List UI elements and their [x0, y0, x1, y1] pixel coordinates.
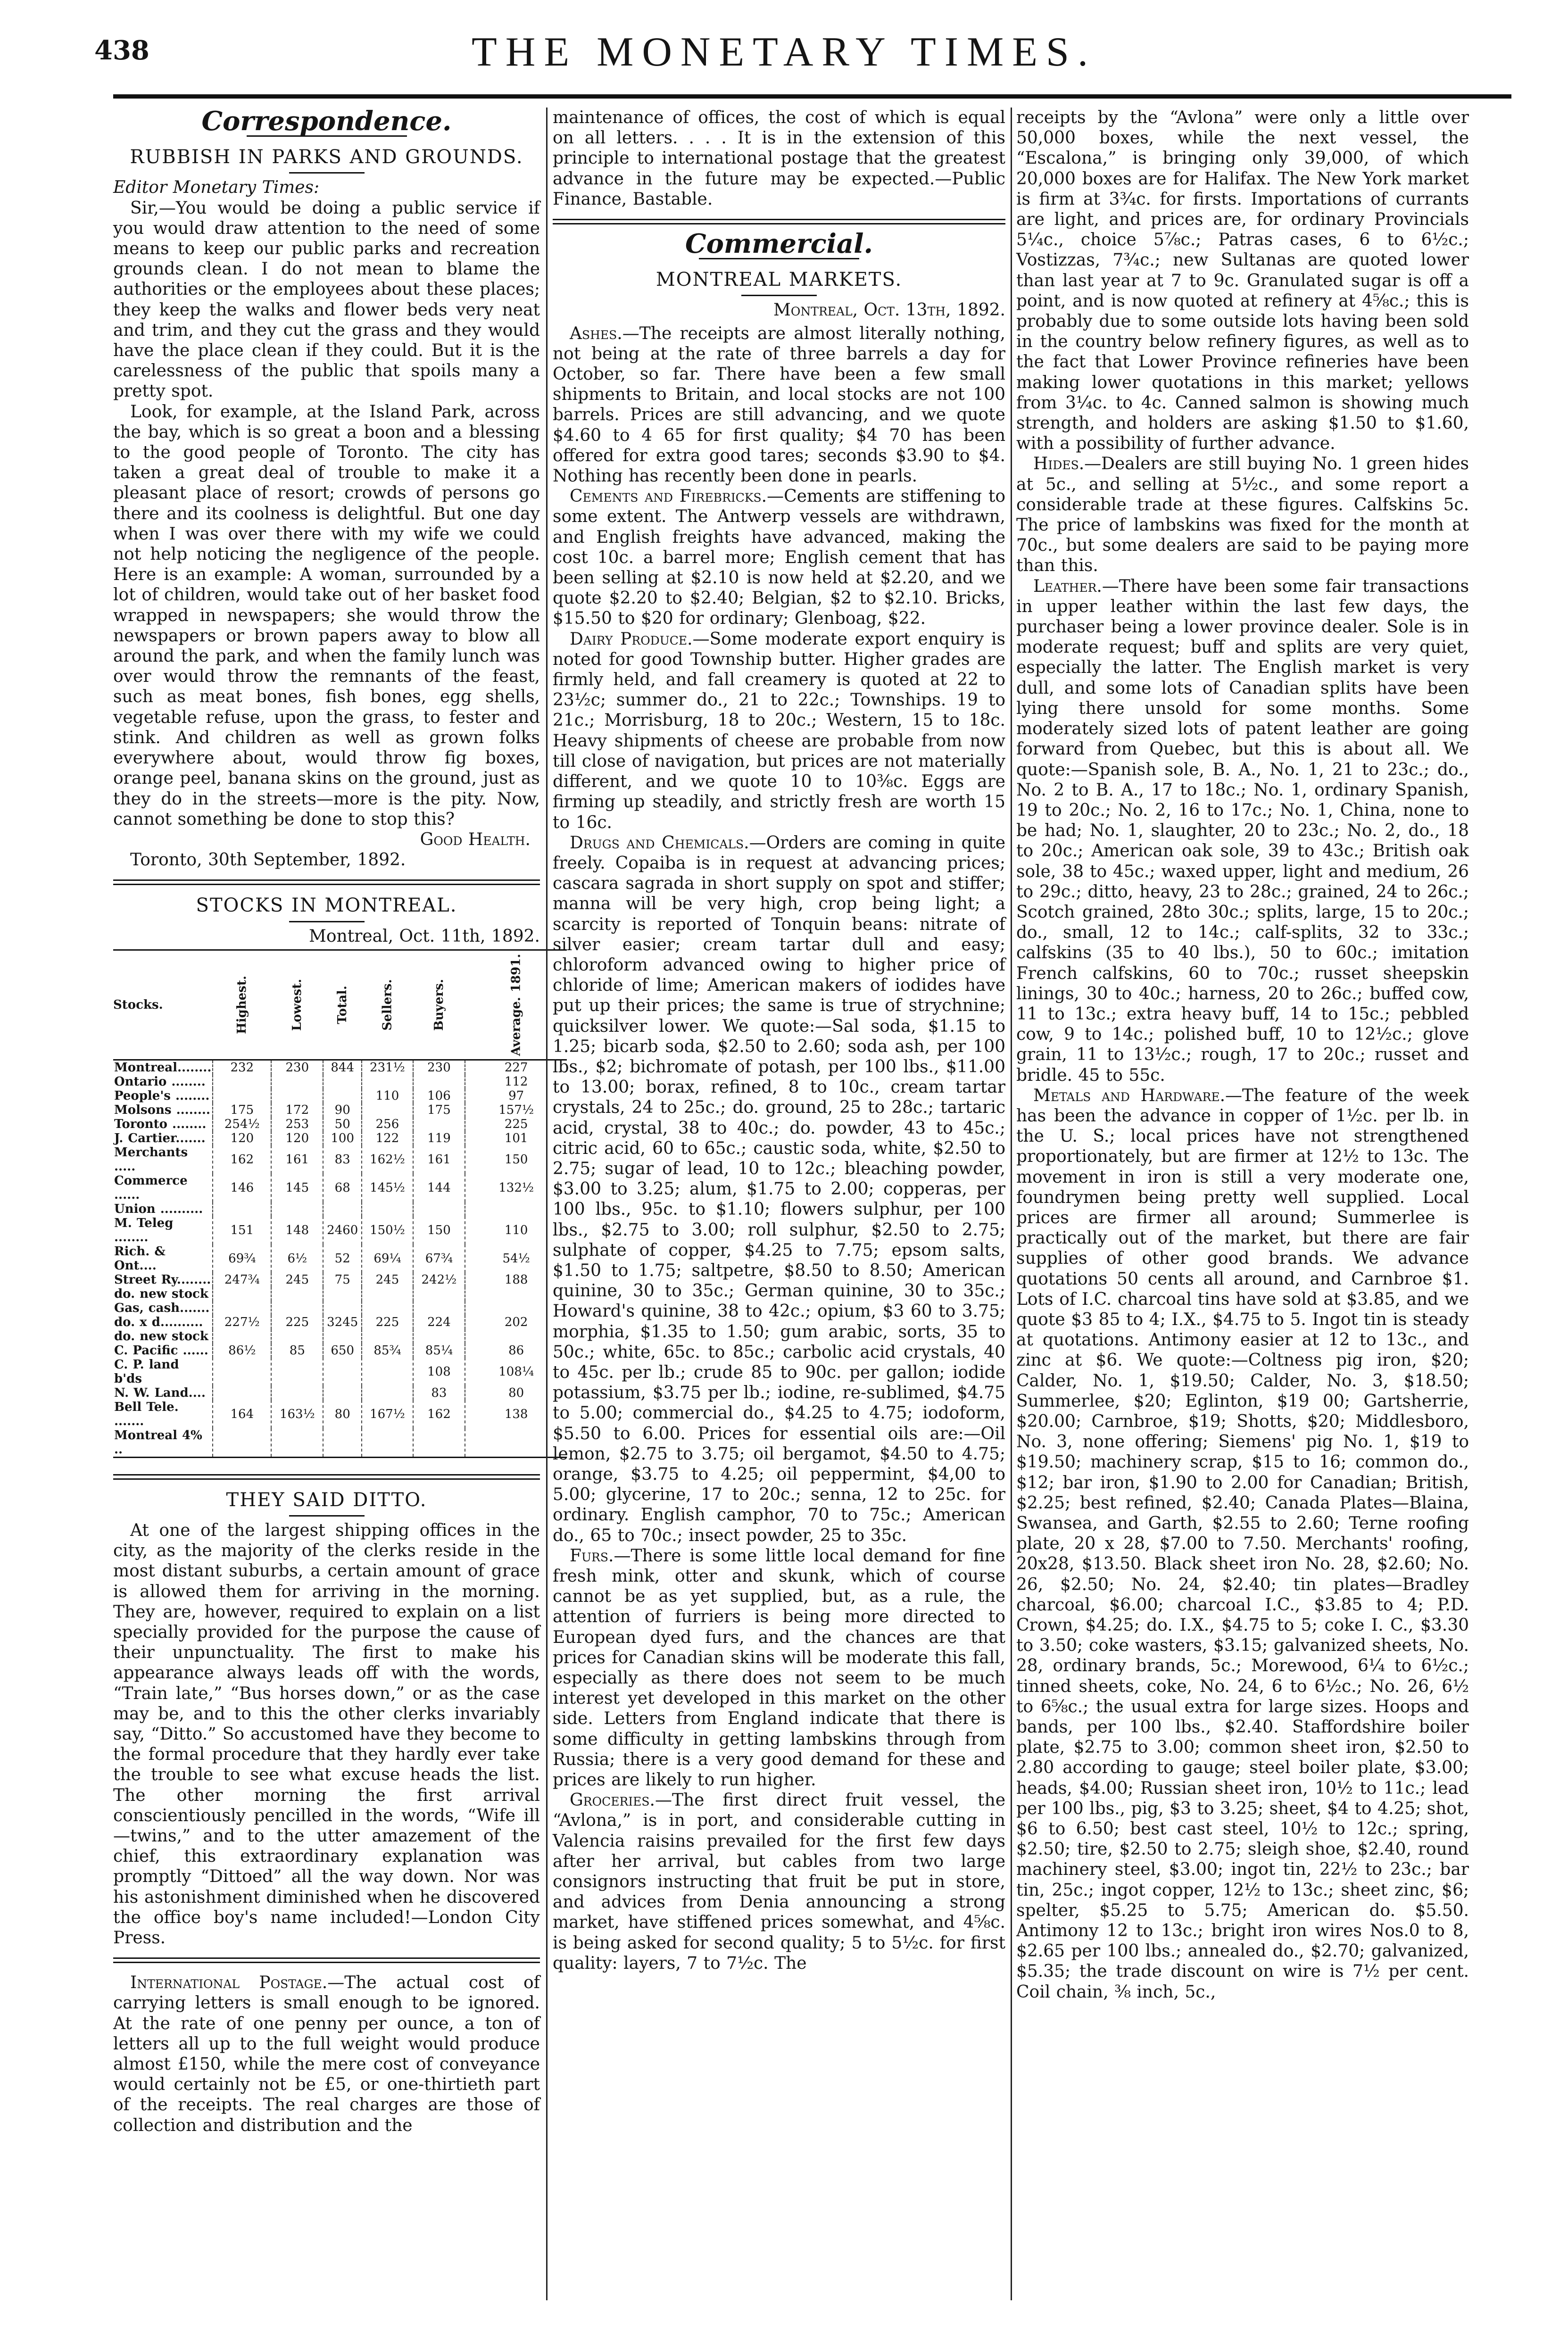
stock-value-cell [271, 1428, 323, 1458]
table-row [113, 1117, 567, 1131]
stock-name-cell: Union .......... [114, 1202, 203, 1216]
stock-value-cell: 167½ [362, 1400, 413, 1428]
market-section [553, 1546, 1005, 1790]
divider [289, 1515, 365, 1517]
stock-value-cell [323, 1329, 362, 1343]
table-row [113, 1315, 567, 1329]
stock-value-cell: 83 [323, 1145, 362, 1174]
stock-value-cell: 100 [323, 1131, 362, 1145]
stock-value-cell: 253 [271, 1117, 323, 1131]
stock-value-cell: 175 [213, 1103, 271, 1117]
letter-paragraph: Look, for example, at the Island Park, across the bay, which is so great a boon and a blessing to the good people of Toronto. The city has taken a great deal of trouble to make it a pleasant place of resort; crowds of persons go there and its coolness is delightful. But one day when I was over there with my wife we could not help noticing the negligence of the people. Here is an example: A woman, surrounded by a lot of children, would take out of her basket food wrapped in newspapers; she would throw the newspapers or brown papers away to blow all around the park, and when the family lunch was over would throw the remnants of the feast, such as meat bones, fish bones, egg shells, vegetable refuse, upon the grass, to fester and stink. And children as well as grown folks everywhere about, would throw fig boxes, orange peel, banana skins on the ground, just as they do in the streets—more is the pity. Now, cannot something be done to stop this? [113, 402, 540, 829]
stock-value-cell: 172 [271, 1103, 323, 1117]
stock-value-cell: 164 [213, 1400, 271, 1428]
column-rule [546, 108, 548, 2300]
stock-name-cell: Montreal 4% .. [113, 1428, 213, 1458]
stock-value-cell: 225 [465, 1117, 567, 1131]
stock-value-cell: 110 [465, 1216, 567, 1244]
stock-value-cell: 3245 [323, 1315, 362, 1329]
table-row [113, 1386, 567, 1400]
divider [289, 921, 365, 922]
divider [289, 172, 365, 174]
stock-value-cell: 6½ [271, 1244, 323, 1273]
table-row [113, 1428, 567, 1458]
stock-name-cell: Rich. & Ont.... [114, 1244, 166, 1273]
stock-value-cell: 54½ [465, 1244, 567, 1273]
stock-name-cell: do. x d.......... [114, 1315, 203, 1329]
stock-value-cell [271, 1329, 323, 1343]
column-header: Buyers. [413, 950, 465, 1060]
stock-value-cell: 225 [362, 1315, 413, 1329]
column-header: Lowest. [271, 950, 323, 1060]
stock-name-cell: C. Pacific ...... [114, 1343, 208, 1358]
section-text: —Some moderate export enquiry is noted for good Township butter. Higher grades are firmly held, and fall creamery is quoted at 22 to 23½c; summer do., 21 to 22c.; Townships. 19 to 21c.; Morrisburg, 18 to 20c.; Western, 15 to 18c. Heavy shipments of cheese are probable from now till close of navigation, but prices are not materially different, and we quote 10 to 10⅜c. Eggs are firming up steadily, and strictly fresh are worth 15 to 16c. [553, 629, 1005, 832]
header-rule [113, 94, 1511, 99]
double-rule [113, 879, 540, 885]
stock-value-cell: 245 [271, 1273, 323, 1287]
stock-value-cell: 175 [413, 1103, 465, 1117]
stock-value-cell [271, 1358, 323, 1386]
market-section [1016, 576, 1469, 1086]
stock-value-cell: 80 [323, 1400, 362, 1428]
stock-value-cell: 844 [323, 1060, 362, 1075]
stocks-header-row [113, 950, 567, 1060]
stocks-table [113, 949, 567, 1458]
commercial-title: Commercial. [685, 228, 873, 260]
section-lead: Hides. [1033, 454, 1085, 474]
stock-value-cell: 67¾ [413, 1244, 465, 1273]
section-text: —The receipts are almost literally nothing, not being at the rate of three barrels a day for October, so far. There have been a few small shipments to Britain, and local stocks are not 100 barrels. Prices are still advancing, and we quote $4.60 to 4 65 for first quality; $4 70 has been offered for extra good tares; seconds $3.90 to $4. Nothing has recently been done in pearls. [553, 323, 1005, 486]
stock-value-cell: 224 [413, 1315, 465, 1329]
table-row [113, 1343, 567, 1358]
stock-value-cell: 86½ [213, 1343, 271, 1358]
letter-paragraph: Sir,—You would be doing a public service if you would draw attention to the need of some means to keep our public parks and recreation grounds clean. I do not mean to blame the authorities or the employees about these places; they keep the walks and flower beds very neat and trim, and they cut the grass and they would have the place clean if they could. But it is the carelessness of the public that spoils many a pretty spot. [113, 198, 540, 401]
stock-name-cell: do. new stock [114, 1329, 208, 1343]
section-text: —The feature of the week has been the advance in copper of 1½c. per lb. in the U. S.; local prices have not strengthened proportionately, but are firmer at 12½ to 13c. The movement in iron is still a very moderate one, foundrymen being pretty well supplied. Local prices are firmer all around; Summerlee is practically out of the market, but there are fair supplies of other good brands. We advance quotations 50 cents all around, and Carnbroe $1. Lots of I.C. charcoal tins have sold at $3.85, and we quote $3 85 to 4; I.X., $4.75 to 5. Ingot tin is steady at quotations. Antimony easier at 12 to 13c., and zinc at $6. We quote:—Coltness pig iron, $20; Calder, No. 1, $19.50; Calder, No. 3, $18.50; Summerlee, $20; Eglinton, $19 00; Gartsherrie, $20.00; Carnbroe, $19; Shotts, $20; Middlesboro, No. 3, none offering; Siemens' pig No. 1, $19 to $19.50; machinery scrap, $15 to 16; common do., $12; bar iron, $1.90 to 2.00 for Canadian; British, $2.25; best refined, $2.40; Canada Plates—Blaina, Swansea, and Garth, $2.55 to 2.60; Terne roofing plate, 20 x 28, $7.00 to 7.50. Merchants' roofing, 20x28, $13.50. Black sheet iron No. 28, $2.60; No. 26, $2.50; No. 24, $2.40; tin plates—Bradley charcoal, $6.00; charcoal I.C., $3.85 to 4; P.D. Crown, $4.25; do. I.X., $4.75 to 5; coke I. C., $3.30 to 3.50; coke wasters, $3.15; galvanized sheets, No. 28, ordinary brands, 5c.; Morewood, 6¼ to 6½c.; tinned sheets, coke, No. 24, 6 to 6½c.; No. 26, 6½ to 6⅝c.; the usual extra for large sizes. Hoops and bands, per 100 lbs., $2.40. Staffordshire boiler plate, $2.75 to 3.00; common sheet iron, $2.50 to 2.80 according to gauge; steel boiler plate, $3.00; heads, $4.00; Russian sheet iron, 10½ to 11c.; lead per 100 lbs., pig, $3 to 3.25; sheet, $4 to 4.25; shot, $6 to 6.50; best cast steel, 10½ to 12c.; spring, $2.50; tire, $2.50 to 2.75; sleigh shoe, $2.40, round machinery steel, $3.00; ingot tin, 22½ to 23c.; bar tin, 25c.; ingot copper, 12½ to 13c.; sheet zinc, $6; spelter, $5.25 to 5.75; American do. $5.50. Antimony 12 to 13c.; bright iron wires Nos.0 to 8, $2.65 per 100 lbs.; annealed do., $2.70; galvanized, $5.35; the trade discount on wire is 7½ per cent. Coil chain, ⅜ inch, 5c., [1016, 1086, 1469, 2002]
stock-value-cell [362, 1358, 413, 1386]
section-lead: Furs. [570, 1546, 614, 1566]
stock-value-cell: 162 [413, 1400, 465, 1428]
stock-value-cell: 232 [213, 1060, 271, 1075]
stock-value-cell: 242½ [413, 1273, 465, 1287]
stock-value-cell: 120 [213, 1131, 271, 1145]
masthead: THE MONETARY TIMES. [472, 29, 1096, 75]
column-header: Stocks. [113, 950, 213, 1060]
stock-value-cell [323, 1075, 362, 1089]
table-row [113, 1244, 567, 1273]
section-lead: Groceries. [570, 1791, 655, 1810]
stock-value-cell: 202 [465, 1315, 567, 1329]
table-row [113, 1216, 567, 1244]
table-row [113, 1089, 567, 1103]
stock-value-cell: 106 [413, 1089, 465, 1103]
stock-name-cell: do. new stock [114, 1286, 208, 1301]
table-row [113, 1174, 567, 1202]
section-text: —There have been some fair transactions in upper leather within the last few days, the purchaser being a lower province dealer. Sole is in moderate request; buff and splits are very quiet, especially the latter. The English market is very dull, and some lots of Canadian splits have been lying there unsold for some months. Some moderately sized lots of patent leather are going forward from Quebec, but this is about all. We quote:—Spanish sole, B. A., No. 1, 21 to 23c.; do., No. 2 to B. A., 17 to 18c.; No. 1, ordinary Spanish, 19 to 20c.; No. 2, 16 to 17c.; No. 1, China, none to be had; No. 1, slaughter, 20 to 23c.; No. 2, do., 18 to 20c.; American oak sole, 39 to 43c.; British oak sole, 38 to 45c.; waxed upper, light and medium, 26 to 29c.; ditto, heavy, 23 to 28c.; grained, 24 to 26c.; Scotch grained, 28to 30c.; splits, large, 15 to 20c.; do., small, 12 to 14c.; calf-splits, 32 to 33c.; calfskins (35 to 40 lbs.), 50 to 60c.; imitation French calfskins, 60 to 70c.; russet sheepskin linings, 30 to 40c.; harness, 20 to 26c.; buffed cow, 11 to 13c.; extra heavy buff, 14 to 15c.; pebbled cow, 9 to 14c.; polished buff, 10 to 12½c.; glove grain, 11 to 13½c.; rough, 17 to 20c.; russet and bridle. 45 to 55c. [1016, 576, 1469, 1085]
stock-value-cell [362, 1428, 413, 1458]
stock-value-cell: 225 [271, 1315, 323, 1329]
stock-value-cell: 85 [271, 1343, 323, 1358]
table-row [113, 1329, 567, 1343]
stock-value-cell [323, 1202, 362, 1216]
stock-value-cell [323, 1358, 362, 1386]
stock-value-cell: 90 [323, 1103, 362, 1117]
stock-value-cell [362, 1202, 413, 1216]
stock-value-cell: 245 [362, 1273, 413, 1287]
stock-value-cell: 150½ [362, 1216, 413, 1244]
column-2 [553, 108, 1005, 1973]
stock-value-cell: 157½ [465, 1103, 567, 1117]
market-section [553, 629, 1005, 833]
stock-value-cell: 68 [323, 1174, 362, 1202]
section-text: —There is some little local demand for fine fresh mink, otter and skunk, which of course cannot be as yet supplied, but, as a rule, the attention of furriers is being more directed to European dyed furs, and the chances are that prices for Canadian skins will be moderate this fall, especially as there does not seem to be much interest yet developed in this market on the other side. Letters from England indicate that there is some difficulty in getting lambskins through from Russia; there is a very good demand for these and prices are likely to run higher. [553, 1546, 1005, 1790]
table-row [113, 1287, 567, 1301]
correspondence-title: Correspondence. [201, 106, 452, 137]
stock-value-cell: 162 [213, 1145, 271, 1174]
stock-name-cell: Commerce ...... [114, 1173, 188, 1202]
stock-value-cell: 86 [465, 1343, 567, 1358]
double-rule [113, 1957, 540, 1963]
stock-value-cell: 162½ [362, 1145, 413, 1174]
stock-name-cell: Street Ry........ [114, 1272, 211, 1287]
stock-name-cell: Toronto ........ [114, 1117, 207, 1131]
table-row [113, 1131, 567, 1145]
stock-value-cell: 108¼ [465, 1358, 567, 1386]
stock-value-cell [271, 1075, 323, 1089]
stock-value-cell: 650 [323, 1343, 362, 1358]
postage-continuation: maintenance of offices, the cost of which is equal on all letters. . . . It is in the extension of this principle to international postage that the greatest advance in the future may be expected.—Public Finance, Bastable. [553, 108, 1005, 209]
letter-signature: Good Health. [420, 829, 531, 849]
groceries-continuation: receipts by the “Avlona” were only a little over 50,000 boxes, while the next vessel, the “Escalona,” is bringing only 39,000, of which 20,000 boxes are for Halifax. The New York market is firm at 3¾c. for firsts. Importations of currants are light, and prices are, for ordinary Provincials 5¼c., choice 5⅞c.; Patras cases, 6 to 6½c.; Vostizzas, 7¾c.; new Sultanas are quoted lower than last year at 7 to 9c. Granulated sugar is off a point, and is now quoted at refinery at 4⅝c.; this is probably due to some outside lots having been sold in the country below refinery figures, as well as to the fact that Lower Province refineries have been making lower quotations in this market; yellows from 3¼c. to 4c. Canned salmon is showing much strength, and holders are asking $1.50 to $1.60, with a possibility of further advance. [1016, 108, 1469, 454]
stock-value-cell [362, 1103, 413, 1117]
stock-value-cell [323, 1287, 362, 1301]
table-row [113, 1060, 567, 1075]
column-header: Average. 1891. [465, 950, 567, 1060]
stock-value-cell: 227½ [213, 1315, 271, 1329]
stock-value-cell: 101 [465, 1131, 567, 1145]
stock-value-cell [413, 1301, 465, 1315]
stock-value-cell: 132½ [465, 1174, 567, 1202]
stock-value-cell [362, 1386, 413, 1400]
market-section [1016, 454, 1469, 576]
stock-name-cell: C. P. land b'ds [114, 1357, 179, 1386]
stock-value-cell: 85¾ [362, 1343, 413, 1358]
stock-value-cell [413, 1117, 465, 1131]
stock-value-cell: 138 [465, 1400, 567, 1428]
stock-value-cell [213, 1428, 271, 1458]
section-text: —Dealers are still buying No. 1 green hides at 5c., and selling at 5½c., and some report a considerable trade at these figures. Calfskins 5c. The price of lambskins was fixed for the month at 70c., but some dealers are said to be paying more than this. [1016, 454, 1469, 576]
markets-heading: MONTREAL MARKETS. [655, 269, 903, 291]
stock-value-cell [465, 1287, 567, 1301]
stock-value-cell: 108 [413, 1358, 465, 1386]
page-header [0, 28, 1568, 85]
column-3 [1016, 108, 1469, 2002]
market-section [553, 1790, 1005, 1973]
stock-value-cell: 161 [271, 1145, 323, 1174]
section-text: —Cements are stiffening to some extent. The Antwerp vessels are withdrawn, and English freights have advanced, making the cost 10c. a barrel more; English cement that has been selling at $2.10 is now held at $2.20, and we quote $2.20 to $2.40; Belgian, $2 to $2.10. Bricks, $15.50 to $20 for ordinary; Glenboag, $22. [553, 487, 1005, 629]
market-section [1016, 1086, 1469, 2002]
market-sections [1016, 454, 1469, 2002]
stock-value-cell [465, 1428, 567, 1458]
stock-value-cell [213, 1301, 271, 1315]
market-section [553, 833, 1005, 1546]
stock-name-cell: Merchants ..... [114, 1145, 188, 1174]
stock-value-cell: 80 [465, 1386, 567, 1400]
section-lead: Leather. [1033, 576, 1102, 596]
stock-value-cell [413, 1428, 465, 1458]
stock-value-cell [271, 1301, 323, 1315]
column-header: Total. [323, 950, 362, 1060]
stock-value-cell [271, 1386, 323, 1400]
table-row [113, 1301, 567, 1315]
column-rule [1011, 108, 1012, 2300]
market-section [553, 323, 1005, 487]
table-row [113, 1400, 567, 1428]
stock-value-cell: 188 [465, 1273, 567, 1287]
ditto-heading: THEY SAID DITTO. [226, 1489, 427, 1511]
stocks-heading: STOCKS IN MONTREAL. [196, 895, 457, 917]
stock-value-cell: 85¼ [413, 1343, 465, 1358]
stock-value-cell: 230 [271, 1060, 323, 1075]
stock-value-cell [362, 1287, 413, 1301]
markets-dateline: Montreal, Oct. 13th, 1892. [773, 300, 1005, 320]
stock-value-cell [213, 1386, 271, 1400]
stock-value-cell [362, 1075, 413, 1089]
stock-value-cell [323, 1386, 362, 1400]
stock-value-cell: 145 [271, 1174, 323, 1202]
stock-value-cell: 161 [413, 1145, 465, 1174]
stock-value-cell: 151 [213, 1216, 271, 1244]
stock-value-cell: 230 [413, 1060, 465, 1075]
postage-text: —The actual cost of carrying letters is small enough to be ignored. At the rate of one penny per ounce, a ton of letters all up to the full weight would produce almost £150, while the mere cost of conveyance would certainly not be £5, or one-thirtieth part of the receipts. The real charges are those of collection and distribution and the [113, 1973, 540, 2135]
page-number: 438 [94, 35, 149, 66]
stock-value-cell [213, 1075, 271, 1089]
stock-value-cell [362, 1329, 413, 1343]
column-header: Sellers. [362, 950, 413, 1060]
section-lead: Ashes. [570, 323, 622, 343]
stock-value-cell [323, 1089, 362, 1103]
stock-value-cell [271, 1287, 323, 1301]
stock-value-cell: 112 [465, 1075, 567, 1089]
stocks-dateline: Montreal, Oct. 11th, 1892. [308, 926, 540, 946]
stock-value-cell: 146 [213, 1174, 271, 1202]
section-lead: Cements and Firebricks. [570, 487, 767, 506]
stock-value-cell: 75 [323, 1273, 362, 1287]
stock-value-cell: 120 [271, 1131, 323, 1145]
correspondence-heading: RUBBISH IN PARKS AND GROUNDS. [130, 146, 523, 168]
market-section [553, 486, 1005, 629]
stock-value-cell: 83 [413, 1386, 465, 1400]
stock-value-cell [465, 1329, 567, 1343]
stock-value-cell [213, 1287, 271, 1301]
market-sections [553, 323, 1005, 1973]
stock-name-cell: Molsons ........ [114, 1103, 210, 1117]
stock-value-cell: 69¾ [213, 1244, 271, 1273]
stock-value-cell [413, 1287, 465, 1301]
table-row [113, 1103, 567, 1117]
stock-value-cell: 150 [465, 1145, 567, 1174]
table-row [113, 1202, 567, 1216]
stock-name-cell: J. Cartier....... [114, 1131, 206, 1145]
double-rule [553, 219, 1005, 224]
stock-value-cell: 247¾ [213, 1273, 271, 1287]
divider [741, 295, 817, 296]
stock-value-cell: 50 [323, 1117, 362, 1131]
stock-value-cell [271, 1202, 323, 1216]
stock-value-cell [323, 1428, 362, 1458]
stock-name-cell: People's ........ [114, 1088, 210, 1103]
double-rule [113, 1474, 540, 1480]
stock-value-cell: 2460 [323, 1216, 362, 1244]
postage-paragraph [113, 1973, 540, 2136]
column-1 [113, 108, 540, 2136]
stock-value-cell: 231½ [362, 1060, 413, 1075]
stock-value-cell [271, 1089, 323, 1103]
stock-value-cell: 145½ [362, 1174, 413, 1202]
stock-value-cell: 254½ [213, 1117, 271, 1131]
stock-value-cell [213, 1089, 271, 1103]
stock-value-cell [465, 1202, 567, 1216]
stock-value-cell: 69¼ [362, 1244, 413, 1273]
section-lead: Dairy Produce. [570, 629, 693, 649]
stock-name-cell: Ontario ........ [114, 1074, 206, 1089]
stock-value-cell: 150 [413, 1216, 465, 1244]
stock-value-cell: 119 [413, 1131, 465, 1145]
table-row [113, 1358, 567, 1386]
stock-name-cell: N. W. Land.... [114, 1385, 206, 1400]
ditto-paragraph: At one of the largest shipping offices in the city, as the majority of the clerks reside in the most distant suburbs, a certain amount of grace is allowed them for arriving in the morning. They are, however, required to explain on a list specially provided for the purpose the cause of their unpunctuality. The first to make his appearance always leads off with the words, “Train late,” “Bus horses down,” or as the case may be, and to this the other clerks invariably say, “Ditto.” So accustomed have they become to the formal procedure that they hardly ever take the trouble to see what excuse heads the list. The other morning the first arrival conscientiously pencilled in the words, “Wife ill—twins,” and to the utter amazement of the chief, this extraordinary explanation was promptly “Dittoed” all the way down. Nor was his astonishment diminished when he discovered the office boy's name included!—London City Press. [113, 1520, 540, 1948]
letter-dateline: Toronto, 30th September, 1892. [130, 850, 406, 870]
stock-value-cell [465, 1301, 567, 1315]
stock-value-cell: 227 [465, 1060, 567, 1075]
table-row [113, 1075, 567, 1089]
stock-value-cell [213, 1358, 271, 1386]
stock-name-cell: Gas, cash....... [114, 1301, 210, 1315]
stock-value-cell: 256 [362, 1117, 413, 1131]
stock-value-cell: 163½ [271, 1400, 323, 1428]
section-lead: Drugs and Chemicals. [570, 833, 749, 853]
stock-name-cell: Bell Tele. ....... [114, 1400, 179, 1428]
stock-value-cell: 52 [323, 1244, 362, 1273]
section-lead: Metals and Hardware. [1033, 1086, 1226, 1105]
stock-value-cell [213, 1329, 271, 1343]
stock-value-cell [362, 1301, 413, 1315]
stock-value-cell [413, 1329, 465, 1343]
stock-value-cell: 97 [465, 1089, 567, 1103]
stock-value-cell: 144 [413, 1174, 465, 1202]
column-header: Highest. [213, 950, 271, 1060]
stock-name-cell: Montreal........ [114, 1060, 212, 1075]
table-row [113, 1145, 567, 1174]
table-row [113, 1273, 567, 1287]
stock-value-cell [323, 1301, 362, 1315]
section-text: —The first direct fruit vessel, the “Avlona,” is in port, and considerable cutting in Valencia raisins prevailed for the first few days after her arrival, but cables from two large consignors instructing that fruit be put in store, and advices from Denia announcing a strong market, have stiffened prices somewhat, and 4⅝c. is being asked for second quality; 5 to 5½c. for first quality: layers, 7 to 7½c. The [553, 1791, 1005, 1973]
stock-value-cell: 110 [362, 1089, 413, 1103]
stock-value-cell: 148 [271, 1216, 323, 1244]
postage-lead: International Postage. [130, 1973, 328, 1993]
stock-value-cell [413, 1075, 465, 1089]
stock-value-cell [413, 1202, 465, 1216]
section-text: —Orders are coming in quite freely. Copaiba is in request at advancing prices; cascara sagrada in short supply on spot and stiffer; manna will be very high, crop being light; a scarcity is reported of Tonquin beans: nitrate of silver easier; cream tartar dull and easy; chloroform advanced owing to higher price of chloride of lime; American makers of iodides have put up their prices; the same is true of strychnine; quicksilver lower. We quote:—Sal soda, $1.15 to 1.25; bicarb soda, $2.50 to 2.60; soda ash, per 100 lbs., $2; bichromate of potash, per 100 lbs., $11.00 to 13.00; borax, refined, 8 to 10c., cream tartar crystals, 24 to 25c.; do. ground, 25 to 28c.; tartaric acid, crystal, 38 to 40c.; do. powder, 43 to 45c.; citric acid, 60 to 65c.; caustic soda, white, $2.50 to 2.75; sugar of lead, 10 to 12c.; bleaching powder, $3.00 to 3.25; alum, $1.75 to 2.00; copperas, per 100 lbs., 95c. to $1.10; flowers sulphur, per 100 lbs., $2.75 to 3.00; roll sulphur, $2.50 to 2.75; sulphate of copper, $4.25 to 7.75; epsom salts, $1.50 to 1.75; saltpetre, $8.50 to 8.50; American quinine, 30 to 35c.; German quinine, 30 to 35c.; Howard's quinine, 38 to 42c.; opium, $3 60 to 3.75; morphia, $1.35 to 1.50; gum arabic, sorts, 35 to 50c.; white, 65c. to 85c.; carbolic acid crystals, 40 to 45c. per lb.; crude 85 to 90c. per gallon; iodide potassium, $3.75 per lb.; iodine, re-sublimed, $4.75 to 5.00; commercial do., $4.25 to 4.75; iodoform, $5.50 to 6.00. Prices for essential oils are:—Oil lemon, $2.75 to 3.75; oil bergamot, $4.50 to 4.75; orange, $3.75 to 4.25; oil peppermint, $4,00 to 5.00; glycerine, 17 to 20c.; senna, 12 to 25c. for ordinary. English camphor, 70 to 75c.; American do., 65 to 70c.; insect powder, 25 to 35c. [553, 833, 1006, 1545]
stock-value-cell: 122 [362, 1131, 413, 1145]
salutation: Editor Monetary Times: [113, 178, 320, 198]
stock-value-cell [213, 1202, 271, 1216]
stock-name-cell: M. Teleg ........ [114, 1216, 174, 1244]
